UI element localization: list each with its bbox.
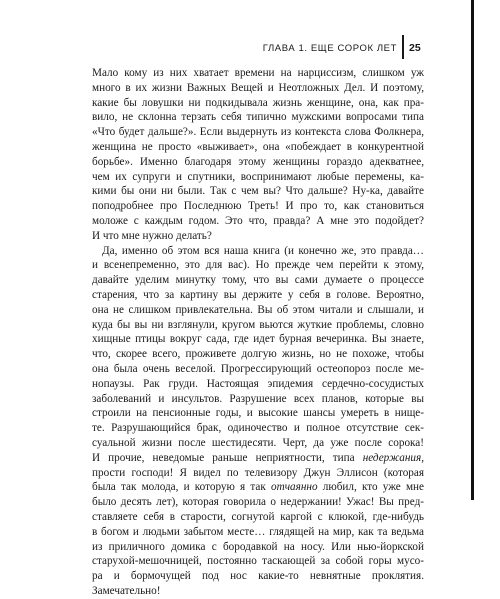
text-line [92, 140, 424, 155]
text-line [92, 569, 424, 584]
text-line [92, 362, 424, 377]
text-run: чем их супруги и спутники, воспринимают любые перемены, ка- [92, 170, 424, 183]
text-run: была так молода, и которую я так [92, 481, 272, 494]
text-run: поподробнее про Последнюю Треть! И про то, как становиться [92, 200, 424, 213]
text-run: она была очень веселой. Прогрессирующий остеопороз после ме- [92, 362, 424, 375]
text-run: из приличного домика с бородавкой на носу. Или нью-йоркской [92, 540, 424, 553]
page-number: 25 [409, 42, 421, 54]
text-run: кими бы они ни были. Так с чем вы? Что дальше? Ну-ка, давайте [92, 185, 424, 198]
text-line [92, 258, 424, 273]
text-run: борьбе». Именно благодаря этому женщины гораздо адекватнее, [92, 155, 424, 168]
text-run: в богом и людьми забытом месте… глядящей на мир, как та ведьма [92, 525, 424, 538]
text-line [92, 244, 424, 259]
text-run: старения, что за картину вы держите у себя в голове. Вероятно, [92, 288, 424, 301]
text-line [92, 318, 424, 333]
text-line [92, 347, 424, 362]
text-line [92, 199, 424, 214]
text-line [92, 229, 424, 244]
text-run: и всенепременно, это для вас). Но прежде чем перейти к этому, [92, 259, 424, 272]
text-run: те. Разрушающийся брак, одиночество и полное отсутствие сек- [92, 422, 424, 435]
text-line [92, 110, 424, 125]
text-run: было десять лет), которая говорила о недержании! Ужас! Вы пред- [92, 496, 424, 509]
text-run: строили на пенсионные годы, и высокие шансы умереть в нище- [92, 407, 424, 420]
text-run: заболеваний и инсультов. Разрушение всех планов, которые вы [92, 392, 424, 405]
text-run: женщина не просто «выживает», она «побеждает в конкурентной [92, 140, 424, 153]
text-run: вило, не склонна терзать себя типично мужскими вопросами типа [92, 111, 424, 124]
text-line [92, 184, 424, 199]
text-run: что, скорее всего, проживете долгую жизнь, но не похоже, чтобы [92, 348, 424, 361]
text-line [92, 510, 424, 525]
text-line [92, 584, 424, 599]
text-line [92, 436, 424, 451]
text-line [92, 406, 424, 421]
text-run: прости господи! Я видел по телевизору Джун Эллисон (которая [92, 466, 424, 479]
italic-run: недержания, [362, 451, 424, 464]
body-text [92, 66, 424, 599]
text-run: моложе с каждым годом. Это что, правда? А мне это подойдет? [92, 214, 424, 227]
text-run: Мало кому из них хватает времени на нарциссизм, слишком уж [92, 67, 424, 79]
text-line [92, 554, 424, 569]
text-run: Замечательно! [92, 584, 161, 597]
text-run: суальной жизни после шестидесяти. Черт, да уже после сорока! [92, 436, 424, 449]
text-run: хищные птицы вокруг сада, где идет бурная вечеринка. Вы знаете, [92, 333, 424, 346]
text-run: ставляете себя в старости, согнутой каргой с клюкой, где-нибудь [92, 510, 424, 523]
text-line [92, 273, 424, 288]
text-line [92, 421, 424, 436]
text-line [92, 495, 424, 510]
text-run: она не слишком привлекательна. Вы об этом читали и слышали, и [92, 303, 424, 316]
text-run: И что мне нужно делать? [92, 229, 212, 242]
text-line [92, 480, 424, 495]
text-run: давайте уделим минутку тому, что вы сами думаете о процессе [92, 274, 424, 287]
text-run: ра и бормочущей под нос какие-то невнятные проклятия. [92, 570, 424, 583]
text-run: нопаузы. Рак груди. Настоящая эпидемия сердечно-сосудистых [92, 377, 424, 390]
text-line [92, 332, 424, 347]
text-line [92, 377, 424, 392]
text-line [92, 540, 424, 555]
text-line [92, 66, 424, 81]
text-run: «Что будет дальше?». Если выдернуть из контекста слова Фолкнера, [92, 126, 424, 139]
header-divider [402, 35, 404, 59]
text-run: Да, именно об этом вся наша книга (и конечно же, это правда… [102, 244, 424, 257]
text-line [92, 525, 424, 540]
text-run: И прочие, неведомые раньше неприятности, типа [92, 451, 363, 464]
text-line [92, 170, 424, 185]
text-run: любил, кто уже мне [317, 481, 425, 494]
running-header: ГЛАВА 1. ЕЩЕ СОРОК ЛЕТ [262, 43, 397, 54]
text-line [92, 81, 424, 96]
text-line [92, 155, 424, 170]
text-line [92, 125, 424, 140]
text-line [92, 303, 424, 318]
text-line [92, 392, 424, 407]
text-run: куда бы вы ни взглянули, кругом вьются жуткие проблемы, словно [92, 318, 424, 331]
text-line [92, 288, 424, 303]
text-line [92, 96, 424, 111]
text-line [92, 466, 424, 481]
text-line [92, 451, 424, 466]
text-run: какие бы ловушки ни подкидывала жизнь женщине, она, как пра- [92, 96, 424, 109]
text-line [92, 214, 424, 229]
text-run: старухой-мешочницей, постоянно таскающей за собой горы мусо- [92, 555, 424, 568]
text-run: много в их жизни Важных Вещей и Неотложных Дел. И поэтому, [92, 81, 424, 94]
italic-run: отчаянно [271, 481, 318, 494]
page-edge-bar [471, 0, 474, 500]
